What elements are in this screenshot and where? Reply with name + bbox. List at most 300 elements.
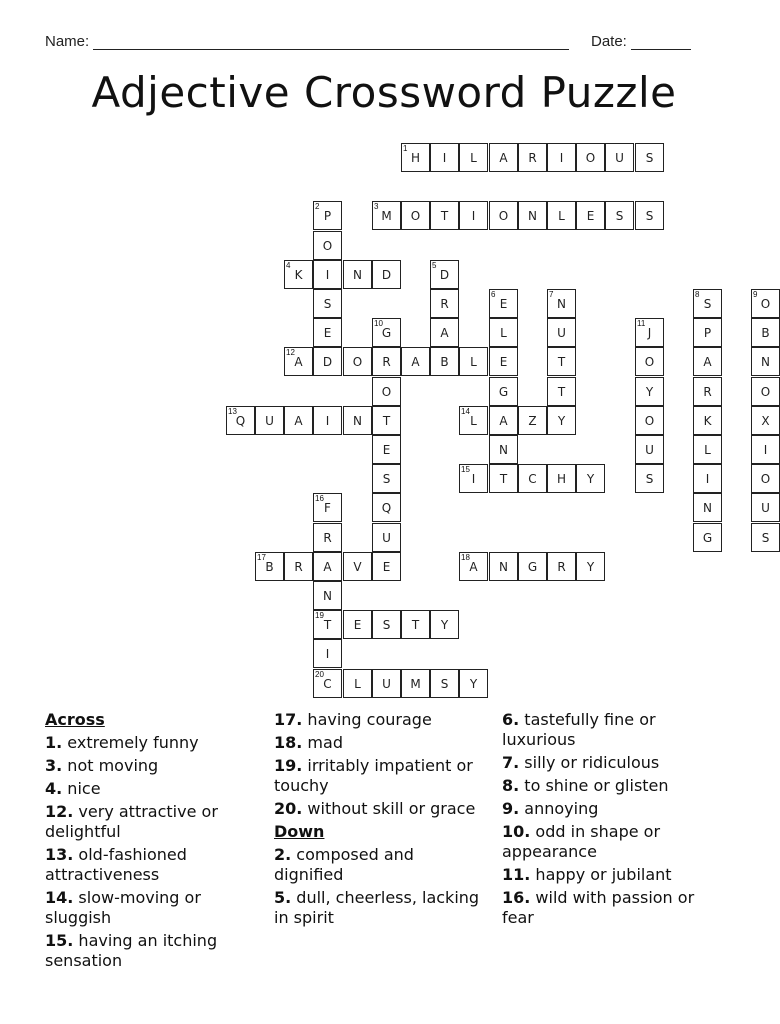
cell-letter: F — [324, 501, 331, 515]
cell-letter: O — [644, 355, 655, 369]
cell-letter: A — [703, 355, 712, 369]
clue-item — [502, 753, 717, 773]
grid-cell[interactable] — [284, 260, 313, 289]
clue-item-text: slow-moving or sluggish — [45, 888, 201, 927]
clue-item — [274, 888, 484, 928]
cell-letter: I — [325, 268, 330, 282]
clue-number: 10 — [374, 319, 383, 328]
grid-cell[interactable] — [547, 318, 576, 347]
across-heading: Across — [45, 710, 105, 729]
clue-item — [45, 845, 260, 885]
cell-letter: C — [323, 677, 332, 691]
clue-item-text: to shine or glisten — [519, 776, 669, 795]
cell-letter: S — [382, 472, 391, 486]
clue-item-text: having courage — [302, 710, 432, 729]
clue-number: 4 — [286, 261, 291, 270]
clue-number: 9 — [753, 290, 758, 299]
cell-letter: D — [439, 268, 450, 282]
grid-cell[interactable] — [751, 435, 780, 464]
cell-letter: N — [499, 443, 508, 457]
clue-number: 15 — [461, 465, 470, 474]
clue-item-text: nice — [62, 779, 101, 798]
page-title: Adjective Crossword Puzzle — [91, 68, 677, 117]
cell-letter: R — [703, 385, 712, 399]
grid-cell[interactable] — [693, 435, 722, 464]
clue-item-number: 9. — [502, 799, 520, 818]
cell-letter: A — [499, 151, 508, 165]
grid-cell[interactable] — [343, 260, 372, 289]
clue-number: 12 — [286, 348, 295, 357]
cell-letter: G — [381, 326, 392, 340]
cell-letter: B — [761, 326, 770, 340]
grid-cell[interactable] — [401, 201, 430, 230]
clue-item-text: extremely funny — [62, 733, 199, 752]
clue-item — [502, 888, 717, 928]
cell-letter: E — [382, 560, 391, 574]
grid-cell[interactable] — [459, 464, 488, 493]
cell-letter: U — [382, 531, 391, 545]
clue-item-number: 1. — [45, 733, 63, 752]
grid-cell[interactable] — [547, 143, 576, 172]
grid-cell[interactable] — [459, 201, 488, 230]
grid-cell[interactable] — [635, 143, 664, 172]
grid-cell[interactable] — [693, 523, 722, 552]
grid-cell[interactable] — [518, 201, 547, 230]
cell-letter: T — [323, 618, 332, 632]
grid-cell[interactable] — [547, 552, 576, 581]
grid-cell[interactable] — [343, 669, 372, 698]
grid-cell[interactable] — [430, 143, 459, 172]
grid-cell[interactable] — [430, 260, 459, 289]
grid-cell[interactable] — [635, 464, 664, 493]
grid-cell[interactable] — [635, 406, 664, 435]
grid-cell[interactable] — [430, 610, 459, 639]
grid-cell[interactable] — [489, 435, 518, 464]
grid-cell[interactable] — [401, 669, 430, 698]
cell-letter: S — [645, 151, 654, 165]
cell-letter: N — [761, 355, 770, 369]
grid-cell[interactable] — [313, 260, 342, 289]
grid-cell[interactable] — [401, 143, 430, 172]
cell-letter: O — [410, 209, 421, 223]
grid-cell[interactable] — [547, 377, 576, 406]
clue-item — [45, 779, 260, 799]
clue-item-number: 17. — [274, 710, 303, 729]
grid-cell[interactable] — [372, 669, 401, 698]
cell-letter: S — [615, 209, 624, 223]
grid-cell[interactable] — [751, 289, 780, 318]
grid-cell[interactable] — [372, 318, 401, 347]
clue-item-text: odd in shape or appearance — [502, 822, 661, 861]
cell-letter: I — [705, 472, 710, 486]
clue-number: 7 — [549, 290, 554, 299]
grid-cell[interactable] — [372, 464, 401, 493]
cell-letter: B — [265, 560, 274, 574]
clue-item-text: dull, cheerless, lacking in spirit — [274, 888, 480, 927]
clue-item — [45, 888, 260, 928]
cell-letter: S — [703, 297, 712, 311]
clue-item-number: 18. — [274, 733, 303, 752]
cell-letter: R — [294, 560, 303, 574]
clue-item — [45, 802, 260, 842]
clue-item-number: 20. — [274, 799, 303, 818]
cell-letter: A — [411, 355, 420, 369]
grid-cell[interactable] — [693, 377, 722, 406]
clue-item — [274, 710, 484, 730]
grid-cell[interactable] — [401, 610, 430, 639]
clue-item-number: 12. — [45, 802, 74, 821]
cell-letter: S — [323, 297, 332, 311]
clue-item — [502, 822, 717, 862]
cell-letter: G — [527, 560, 538, 574]
down-heading: Down — [274, 822, 325, 841]
cell-letter: E — [323, 326, 332, 340]
grid-cell[interactable] — [635, 377, 664, 406]
grid-cell[interactable] — [605, 143, 634, 172]
grid-cell[interactable] — [693, 318, 722, 347]
cell-letter: Q — [381, 501, 392, 515]
grid-cell[interactable] — [693, 347, 722, 376]
cell-letter: U — [761, 501, 770, 515]
cell-letter: I — [471, 209, 476, 223]
cell-letter: U — [645, 443, 654, 457]
cell-letter: P — [323, 209, 332, 223]
cell-letter: S — [440, 677, 449, 691]
cell-letter: C — [528, 472, 537, 486]
grid-cell[interactable] — [576, 201, 605, 230]
cell-letter: E — [499, 355, 508, 369]
grid-cell[interactable] — [459, 669, 488, 698]
grid-cell[interactable] — [343, 406, 372, 435]
grid-cell[interactable] — [489, 464, 518, 493]
grid-cell[interactable] — [313, 318, 342, 347]
clue-item — [45, 733, 260, 753]
grid-cell[interactable] — [372, 377, 401, 406]
cell-letter: U — [557, 326, 566, 340]
grid-cell[interactable] — [693, 464, 722, 493]
clue-item-text: tastefully fine or luxurious — [502, 710, 656, 749]
cell-letter: O — [644, 414, 655, 428]
cell-letter: A — [323, 560, 332, 574]
grid-cell[interactable] — [430, 289, 459, 318]
cell-letter: L — [470, 355, 477, 369]
cell-letter: O — [760, 297, 771, 311]
grid-cell[interactable] — [430, 347, 459, 376]
clue-number: 6 — [491, 290, 496, 299]
cell-letter: O — [498, 209, 509, 223]
cell-letter: H — [410, 151, 421, 165]
clues-column-3 — [502, 710, 717, 931]
grid-cell[interactable] — [372, 435, 401, 464]
grid-cell[interactable] — [313, 493, 342, 522]
cell-letter: N — [703, 501, 712, 515]
cell-letter: L — [470, 414, 477, 428]
cell-letter: I — [325, 647, 330, 661]
cell-letter: D — [322, 355, 333, 369]
grid-cell[interactable] — [489, 289, 518, 318]
grid-cell[interactable] — [459, 143, 488, 172]
cell-letter: E — [382, 443, 391, 457]
clue-number: 3 — [374, 202, 379, 211]
grid-cell[interactable] — [547, 201, 576, 230]
grid-cell[interactable] — [751, 523, 780, 552]
grid-cell[interactable] — [313, 406, 342, 435]
clue-number: 13 — [228, 407, 237, 416]
grid-cell[interactable] — [372, 260, 401, 289]
clue-number: 18 — [461, 553, 470, 562]
cell-letter: P — [703, 326, 712, 340]
grid-cell[interactable] — [284, 406, 313, 435]
grid-cell[interactable] — [489, 377, 518, 406]
cell-letter: N — [353, 414, 362, 428]
clue-item-number: 10. — [502, 822, 531, 841]
grid-cell[interactable] — [313, 581, 342, 610]
grid-cell[interactable] — [343, 347, 372, 376]
grid-cell[interactable] — [635, 435, 664, 464]
grid-cell[interactable] — [372, 347, 401, 376]
clues-column-2 — [274, 710, 484, 931]
cell-letter: O — [381, 385, 392, 399]
cell-letter: I — [763, 443, 768, 457]
cell-letter: I — [442, 151, 447, 165]
clue-item-number: 19. — [274, 756, 303, 775]
clue-item-number: 3. — [45, 756, 63, 775]
cell-letter: Y — [440, 618, 449, 632]
clue-item-number: 5. — [274, 888, 292, 907]
clue-item-text: irritably impatient or touchy — [274, 756, 473, 795]
grid-cell[interactable] — [226, 406, 255, 435]
clue-item — [274, 733, 484, 753]
grid-cell[interactable] — [751, 347, 780, 376]
cell-letter: R — [323, 531, 332, 545]
cell-letter: I — [325, 414, 330, 428]
cell-letter: N — [499, 560, 508, 574]
cell-letter: L — [704, 443, 711, 457]
cell-letter: U — [265, 414, 274, 428]
cell-letter: E — [586, 209, 595, 223]
cell-letter: R — [440, 297, 449, 311]
clue-item — [274, 756, 484, 796]
grid-cell[interactable] — [547, 464, 576, 493]
cell-letter: L — [500, 326, 507, 340]
cell-letter: Q — [235, 414, 246, 428]
cell-letter: O — [760, 472, 771, 486]
cell-letter: Y — [469, 677, 478, 691]
grid-cell[interactable] — [313, 552, 342, 581]
grid-cell[interactable] — [372, 201, 401, 230]
grid-cell[interactable] — [751, 406, 780, 435]
clue-item-number: 7. — [502, 753, 520, 772]
clue-item-text: very attractive or delightful — [45, 802, 218, 841]
name-label: Name: — [45, 33, 90, 50]
cell-letter: U — [615, 151, 624, 165]
cell-letter: S — [645, 472, 654, 486]
grid-cell[interactable] — [313, 231, 342, 260]
cell-letter: K — [703, 414, 712, 428]
grid-cell[interactable] — [343, 610, 372, 639]
grid-cell[interactable] — [255, 552, 284, 581]
clue-item-text: not moving — [62, 756, 159, 775]
grid-cell[interactable] — [313, 669, 342, 698]
cell-letter: N — [353, 268, 362, 282]
cell-letter: L — [470, 151, 477, 165]
grid-cell[interactable] — [693, 406, 722, 435]
grid-cell[interactable] — [751, 464, 780, 493]
grid-cell[interactable] — [372, 610, 401, 639]
grid-cell[interactable] — [284, 347, 313, 376]
grid-cell[interactable] — [576, 143, 605, 172]
cell-letter: Z — [528, 414, 537, 428]
cell-letter: M — [381, 209, 392, 223]
grid-cell[interactable] — [518, 464, 547, 493]
grid-cell[interactable] — [751, 493, 780, 522]
grid-cell[interactable] — [518, 552, 547, 581]
grid-cell[interactable] — [635, 201, 664, 230]
grid-cell[interactable] — [751, 377, 780, 406]
grid-cell[interactable] — [343, 552, 372, 581]
cell-letter: G — [498, 385, 509, 399]
cell-letter: E — [353, 618, 362, 632]
grid-cell[interactable] — [313, 289, 342, 318]
clue-number: 19 — [315, 611, 324, 620]
grid-cell[interactable] — [430, 669, 459, 698]
cell-letter: Y — [586, 560, 595, 574]
clues-column-1 — [45, 710, 260, 974]
grid-cell[interactable] — [313, 610, 342, 639]
grid-cell[interactable] — [459, 347, 488, 376]
cell-letter: J — [647, 326, 652, 340]
clue-item-number: 15. — [45, 931, 74, 950]
grid-cell[interactable] — [430, 201, 459, 230]
grid-cell[interactable] — [372, 406, 401, 435]
grid-cell[interactable] — [693, 289, 722, 318]
cell-letter: N — [557, 297, 566, 311]
clue-number: 16 — [315, 494, 324, 503]
cell-letter: S — [382, 618, 391, 632]
cell-letter: N — [528, 209, 537, 223]
grid-cell[interactable] — [401, 347, 430, 376]
clue-item-text: composed and dignified — [274, 845, 414, 884]
grid-cell[interactable] — [313, 347, 342, 376]
cell-letter: A — [294, 414, 303, 428]
cell-letter: T — [557, 355, 566, 369]
grid-cell[interactable] — [547, 289, 576, 318]
clue-item-number: 4. — [45, 779, 63, 798]
grid-cell[interactable] — [489, 201, 518, 230]
grid-cell[interactable] — [372, 493, 401, 522]
grid-cell[interactable] — [459, 406, 488, 435]
clue-item-text: having an itching sensation — [45, 931, 218, 970]
grid-cell[interactable] — [547, 406, 576, 435]
grid-cell[interactable] — [489, 347, 518, 376]
grid-cell[interactable] — [313, 201, 342, 230]
cell-letter: U — [382, 677, 391, 691]
clue-item — [274, 845, 484, 885]
grid-cell[interactable] — [605, 201, 634, 230]
cell-letter: S — [761, 531, 770, 545]
clue-item — [502, 776, 717, 796]
clue-number: 1 — [403, 144, 408, 153]
cell-letter: G — [702, 531, 713, 545]
clue-item-number: 2. — [274, 845, 292, 864]
clue-item — [502, 865, 717, 885]
clue-number: 20 — [315, 670, 324, 679]
grid-cell[interactable] — [255, 406, 284, 435]
cell-letter: R — [557, 560, 566, 574]
clue-item-text: silly or ridiculous — [519, 753, 660, 772]
clue-item — [502, 799, 717, 819]
cell-letter: T — [499, 472, 508, 486]
cell-letter: A — [469, 560, 478, 574]
grid-cell[interactable] — [518, 143, 547, 172]
grid-cell[interactable] — [751, 318, 780, 347]
grid-cell[interactable] — [489, 552, 518, 581]
cell-letter: N — [323, 589, 332, 603]
clue-item-number: 11. — [502, 865, 531, 884]
cell-letter: A — [499, 414, 508, 428]
cell-letter: O — [585, 151, 596, 165]
grid-cell[interactable] — [489, 143, 518, 172]
cell-letter: L — [354, 677, 361, 691]
clue-item-text: old-fashioned attractiveness — [45, 845, 187, 884]
grid-cell[interactable] — [430, 318, 459, 347]
cell-letter: R — [382, 355, 391, 369]
cell-letter: A — [294, 355, 303, 369]
cell-letter: I — [471, 472, 476, 486]
grid-cell[interactable] — [635, 347, 664, 376]
grid-cell[interactable] — [693, 493, 722, 522]
grid-cell[interactable] — [518, 406, 547, 435]
grid-cell[interactable] — [372, 523, 401, 552]
grid-cell[interactable] — [576, 464, 605, 493]
clue-number: 5 — [432, 261, 437, 270]
cell-letter: O — [760, 385, 771, 399]
clue-item-number: 8. — [502, 776, 520, 795]
grid-cell[interactable] — [489, 406, 518, 435]
grid-cell[interactable] — [313, 523, 342, 552]
grid-cell[interactable] — [459, 552, 488, 581]
clue-item-text: without skill or grace — [302, 799, 476, 818]
clue-item-text: happy or jubilant — [530, 865, 672, 884]
cell-letter: X — [761, 414, 770, 428]
cell-letter: E — [499, 297, 508, 311]
cell-letter: M — [410, 677, 421, 691]
cell-letter: T — [382, 414, 391, 428]
clue-item — [45, 931, 260, 971]
grid-cell[interactable] — [576, 552, 605, 581]
grid-cell[interactable] — [284, 552, 313, 581]
date-label: Date: — [591, 33, 627, 50]
grid-cell[interactable] — [635, 318, 664, 347]
cell-letter: S — [645, 209, 654, 223]
clue-item-text: wild with passion or fear — [502, 888, 695, 927]
clue-number: 14 — [461, 407, 470, 416]
grid-cell[interactable] — [372, 552, 401, 581]
clue-item-number: 14. — [45, 888, 74, 907]
grid-cell[interactable] — [313, 639, 342, 668]
clue-item-text: mad — [302, 733, 343, 752]
clue-item — [274, 799, 484, 819]
cell-letter: T — [557, 385, 566, 399]
cell-letter: Y — [557, 414, 566, 428]
clue-item-number: 13. — [45, 845, 74, 864]
cell-letter: Y — [645, 385, 654, 399]
cell-letter: A — [440, 326, 449, 340]
clue-item-number: 6. — [502, 710, 520, 729]
grid-cell[interactable] — [489, 318, 518, 347]
grid-cell[interactable] — [547, 347, 576, 376]
clue-number: 2 — [315, 202, 320, 211]
